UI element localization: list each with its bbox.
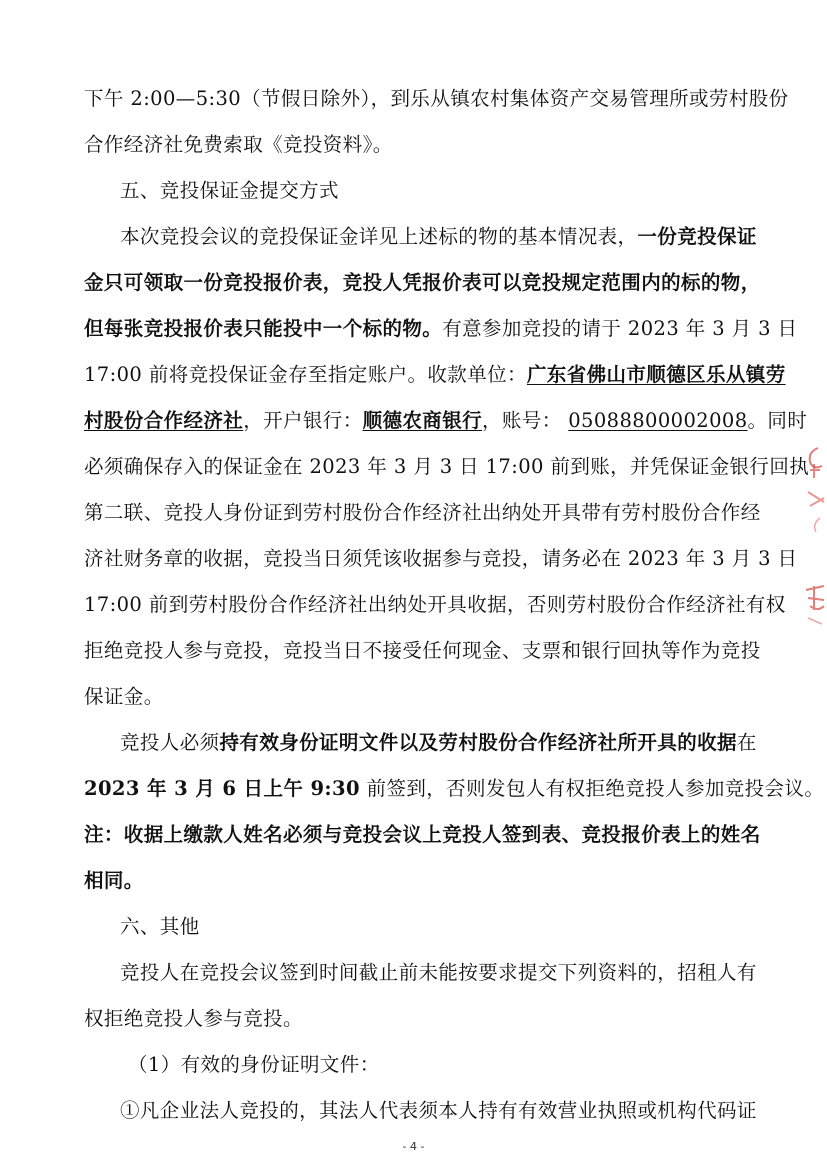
paragraph-line: 注：收据上缴款人姓名必须与竞投会议上竞投人签到表、竞投报价表上的姓名 xyxy=(84,823,761,846)
seal-stamp-fragment xyxy=(796,440,827,640)
paragraph-line: 权拒绝竞投人参与竞投。 xyxy=(84,1007,303,1030)
paragraph-line: 竞投人必须持有效身份证明文件以及劳村股份合作经济社所开具的收据在 xyxy=(120,731,757,754)
paragraph-line: 金只可领取一份竞投报价表，竞投人凭报价表可以竞投规定范围内的标的物， xyxy=(84,271,761,294)
paragraph-line: 济社财务章的收据，竞投当日须凭该收据参与竞投，请务必在 2023 年 3 月 3 日 xyxy=(84,547,798,570)
paragraph-line: 拒绝竞投人参与竞投，竞投当日不接受任何现金、支票和银行回执等作为竞投 xyxy=(84,639,761,662)
paragraph-line: 17:00 前将竞投保证金存至指定账户。收款单位：广东省佛山市顺德区乐从镇劳 xyxy=(84,363,786,386)
paragraph-line: 必须确保存入的保证金在 2023 年 3 月 3 日 17:00 前到账，并凭保证金银行回执 xyxy=(84,455,810,478)
paragraph-line: 村股份合作经济社，开户银行：顺德农商银行，账号： 05088800002008。同时 xyxy=(84,409,808,432)
paragraph-line: 相同。 xyxy=(84,869,144,892)
paragraph-line: 17:00 前到劳村股份合作经济社出纳处开具收据，否则劳村股份合作经济社有权 xyxy=(84,593,786,616)
list-item: （1）有效的身份证明文件： xyxy=(128,1053,380,1076)
paragraph-line: 下午 2:00—5:30（节假日除外），到乐从镇农村集体资产交易管理所或劳村股份 xyxy=(84,87,789,110)
paragraph-line: 2023 年 3 月 6 日上午 9:30 前签到，否则发包人有权拒绝竞投人参加竞投会议。 xyxy=(84,777,825,800)
paragraph-line: 本次竞投会议的竞投保证金详见上述标的物的基本情况表，一份竞投保证 xyxy=(120,225,757,248)
section-heading-5: 五、竞投保证金提交方式 xyxy=(120,179,339,202)
paragraph-line: 保证金。 xyxy=(84,685,164,708)
page-number: - 4 - xyxy=(402,1140,425,1153)
paragraph-line: 合作经济社免费索取《竞投资料》。 xyxy=(84,133,393,156)
paragraph-line: 竞投人在竞投会议签到时间截止前未能按要求提交下列资料的，招租人有 xyxy=(120,961,757,984)
section-heading-6: 六、其他 xyxy=(120,915,200,938)
paragraph-line: 第二联、竞投人身份证到劳村股份合作经济社出纳处开具带有劳村股份合作经 xyxy=(84,501,761,524)
paragraph-line: 但每张竞投报价表只能投中一个标的物。有意参加竞投的请于 2023 年 3 月 3 日 xyxy=(84,317,798,340)
list-item: ①凡企业法人竞投的，其法人代表须本人持有有效营业执照或机构代码证 xyxy=(120,1099,757,1122)
